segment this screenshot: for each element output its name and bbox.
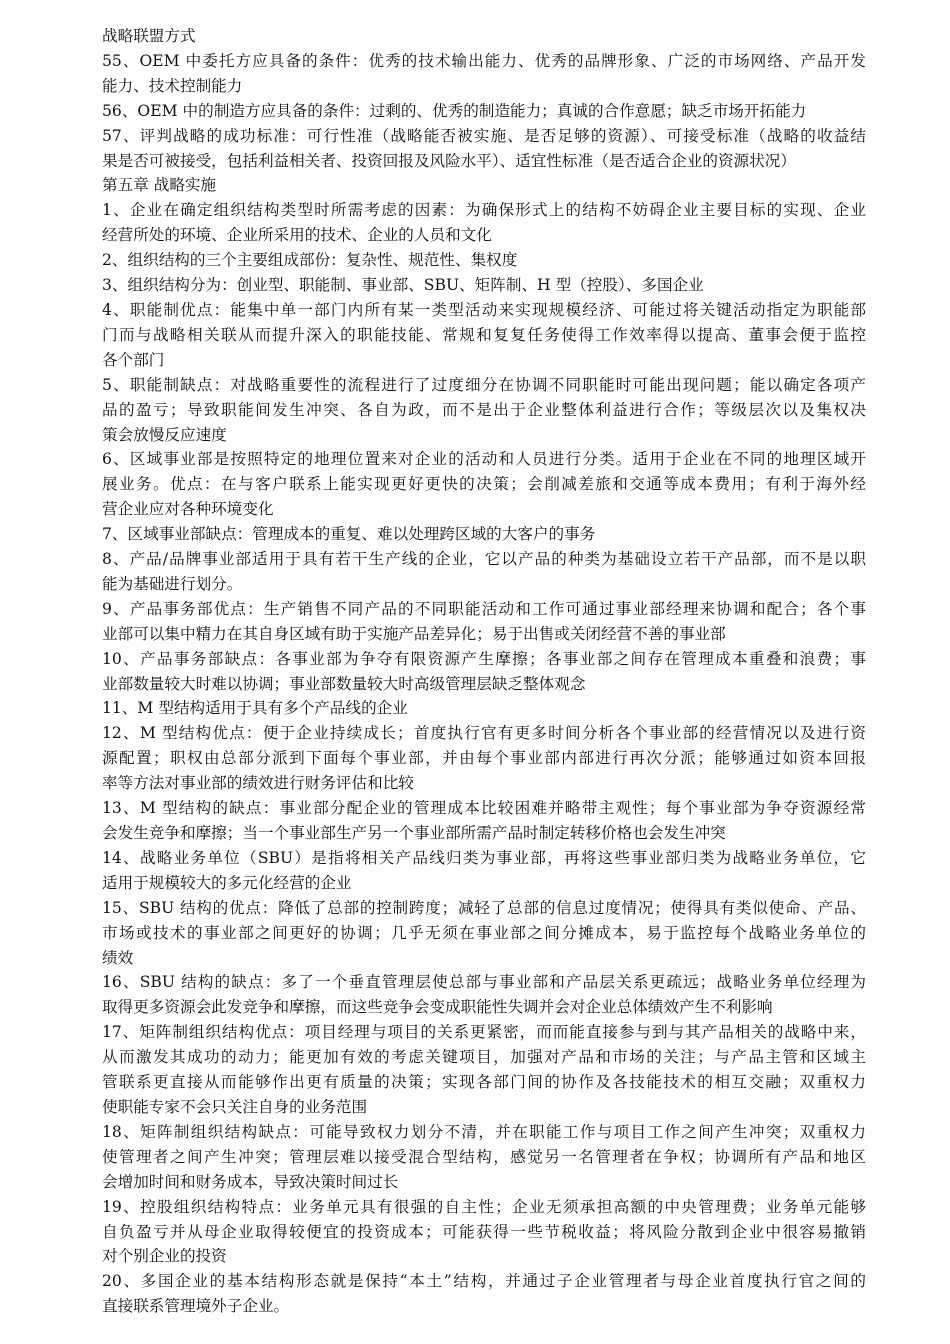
text-line: 使职能专家不会只关注自身的业务范围	[102, 1097, 368, 1116]
text-line: 绩效	[102, 948, 134, 967]
text-line: 10、产品事务部缺点：各事业部为争夺有限资源产生摩擦；各事业部之间存在管理成本重叠和浪费；事	[102, 649, 866, 668]
text-line: 会增加时间和财务成本，导致决策时间过长	[102, 1172, 399, 1191]
text-line: 8、产品/品牌事业部适用于具有若干生产线的企业，它以产品的种类为基础设立若干产品部，而不是以职	[102, 550, 866, 569]
text-line: 55、OEM 中委托方应具备的条件：优秀的技术输出能力、优秀的品牌形象、广泛的市场网络、产品开发	[102, 51, 866, 70]
text-line: 12、M 型结构优点：便于企业持续成长；首度执行官有更多时间分析各个事业部的经营情况以及进行资	[102, 724, 866, 743]
text-line: 率等方法对事业部的绩效进行财务评估和比较	[102, 774, 414, 793]
text-line: 18、矩阵制组织结构缺点：可能导致权力划分不清，并在职能工作与项目工作之间产生冲突；双重权力	[102, 1122, 866, 1141]
text-line: 能为基础进行划分。	[102, 574, 243, 593]
text-line: 源配置；职权由总部分派到下面每个事业部，并由每个事业部内部进行再次分派；能够通过如资本回报	[102, 749, 866, 768]
text-line: 第五章 战略实施	[102, 176, 217, 195]
text-line: 17、矩阵制组织结构优点：项目经理与项目的关系更紧密，而而能直接参与到与其产品相关的战略中来，	[102, 1023, 866, 1042]
text-line: 2、组织结构的三个主要组成部份：复杂性、规范性、集权度	[102, 251, 518, 270]
text-line: 管联系更直接从而能够作出更有质量的决策；实现各部门间的协作及各技能技术的相互交融；双重权力	[102, 1073, 866, 1092]
text-line: 展业务。优点：在与客户联系上能实现更好更快的决策；会削减差旅和交通等成本费用；有利于海外经	[102, 475, 866, 494]
text-line: 策会放慢反应速度	[102, 425, 227, 444]
text-line: 4、职能制优点：能集中单一部门内所有某一类型活动来实现规模经济、可能过将关键活动指定为职能部	[102, 300, 866, 319]
text-line: 6、区域事业部是按照特定的地理位置来对企业的活动和人员进行分类。适用于企业在不同的地理区域开	[102, 450, 866, 469]
text-line: 门而与战略相关联从而提升深入的职能技能、常规和复复任务使得工作效率得以提高、董事会便于监控	[102, 325, 866, 344]
text-line: 果是否可被接受，包括利益相关者、投资回报及风险水平）、适宜性标准（是否适合企业的资源状况）	[102, 151, 796, 170]
text-line: 会发生竞争和摩擦；当一个事业部生产另一个事业部所需产品时制定转移价格也会发生冲突	[102, 824, 726, 842]
text-line: 经营所处的环境、企业所采用的技术、企业的人员和文化	[102, 226, 492, 245]
text-line: 对个别企业的投资	[102, 1247, 227, 1266]
text-line: 使管理者之间产生冲突；管理层难以接受混合型结构，感觉另一名管理者在争权；协调所有产品和地区	[102, 1147, 866, 1166]
text-line: 9、产品事务部优点：生产销售不同产品的不同职能活动和工作可通过事业部经理来协调和配合；各个事	[102, 599, 866, 618]
text-line: 品的盈亏；导致职能间发生冲突、各自为政，而不是出于企业整体利益进行合作；等级层次以及集权决	[102, 400, 866, 419]
text-line: 战略联盟方式	[102, 27, 196, 45]
text-line: 15、SBU 结构的优点：降低了总部的控制跨度；减轻了总部的信息过度情况；使得具有类似使命、产品、	[102, 898, 866, 917]
text-line: 直接联系管理境外子企业。	[102, 1297, 290, 1316]
text-line: 5、职能制缺点：对战略重要性的流程进行了过度细分在协调不同职能时可能出现问题；能以确定各项产	[102, 375, 866, 394]
text-line: 1、企业在确定组织结构类型时所需考虑的因素：为确保形式上的结构不妨碍企业主要目标的实现、企业	[102, 201, 866, 220]
text-line: 自负盈亏并从母企业取得较便宜的投资成本；可能获得一些节税收益；将风险分散到企业中很容易撤销	[102, 1222, 866, 1241]
text-line: 19、控股组织结构特点：业务单元具有很强的自主性；企业无须承担高额的中央管理费；业务单元能够	[102, 1197, 866, 1216]
text-line: 57、评判战略的成功标准：可行性准（战略能否被实施、是否足够的资源）、可接受标准（战略的收益结	[102, 126, 866, 145]
text-line: 业部可以集中精力在其自身区域有助于实施产品差异化；易于出售或关闭经营不善的事业部	[102, 624, 726, 643]
text-line: 11、M 型结构适用于具有多个产品线的企业	[102, 699, 408, 718]
text-line: 56、OEM 中的制造方应具备的条件：过剩的、优秀的制造能力；真诚的合作意愿；缺乏市场开拓能力	[102, 101, 807, 120]
text-line: 3、组织结构分为：创业型、职能制、事业部、SBU、矩阵制、H 型（控股）、多国企业	[102, 276, 704, 295]
text-line: 市场或技术的事业部之间更好的协调；几乎无须在事业部之间分摊成本，易于监控每个战略业务单位的	[102, 923, 866, 942]
text-line: 14、战略业务单位（SBU）是指将相关产品线归类为事业部，再将这些事业部归类为战略业务单位，它	[102, 848, 866, 867]
text-line: 20、多国企业的基本结构形态就是保持“本土”结构，并通过子企业管理者与母企业首度执行官之间的	[102, 1272, 866, 1291]
text-line: 业部数量较大时难以协调；事业部数量较大时高级管理层缺乏整体观念	[102, 674, 586, 693]
text-line: 各个部门	[102, 350, 165, 369]
text-line: 营企业应对各种环境变化	[102, 500, 274, 519]
text-line: 13、M 型结构的缺点：事业部分配企业的管理成本比较困难并略带主观性；每个事业部为争夺资源经常	[102, 799, 866, 818]
text-line: 取得更多资源会此发竞争和摩擦，而这些竞争会变成职能性失调并会对企业总体绩效产生不利影响	[102, 998, 773, 1017]
text-line: 能力、技术控制能力	[102, 76, 243, 95]
text-line: 16、SBU 结构的缺点：多了一个垂直管理层使总部与事业部和产品层关系更疏远；战略业务单位经理为	[102, 973, 866, 992]
text-line: 适用于规模较大的多元化经营的企业	[102, 873, 352, 892]
text-line: 7、区域事业部缺点：管理成本的重复、难以处理跨区域的大客户的事务	[102, 525, 596, 544]
text-line: 从而激发其成功的动力；能更加有效的考虑关键项目，加强对产品和市场的关注；与产品主管和区域主	[102, 1048, 866, 1067]
